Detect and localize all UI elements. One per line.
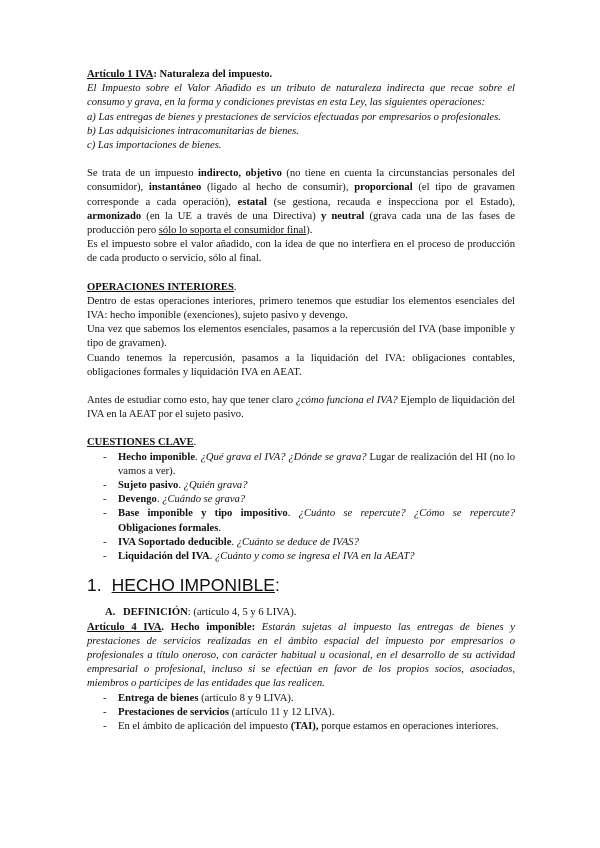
art1-intro: El Impuesto sobre el Valor Añadido es un tributo de naturaleza indirecta que recae sobre el consumo y grava, en la forma y condiciones previstas en esta Ley, las siguientes operaciones: — [87, 83, 515, 109]
nature-bold-1: indirecto, objetivo — [197, 168, 282, 180]
item-sep: . — [209, 551, 215, 563]
nature-text-2: (no tiene en cuenta la circunstancias personales del consumidor), — [87, 168, 515, 194]
art1-item-c: c) Las importaciones de bienes. — [87, 140, 222, 152]
item-label: Base imponible y tipo impositivo — [118, 508, 288, 520]
item-label: IVA Soportado deducible — [118, 536, 232, 548]
cuestiones-heading — [87, 436, 515, 450]
ops-paragraph-1: Dentro de estas operaciones interiores, primero tenemos que estudiar los elementos esenciales del IVA: hecho imponible (exenciones), sujeto pasivo y devengo. — [87, 295, 515, 322]
document-page — [87, 68, 515, 734]
section-title: HECHO IMPONIBLE — [111, 575, 275, 596]
list-item: - Base imponible y tipo impositivo. ¿Cuánto se repercute? ¿Cómo se repercute? Obligaciones formales. — [87, 507, 515, 535]
item-question: ¿Cuánto y como se ingresa el IVA en la AEAT? — [214, 551, 415, 563]
art4-ref: Artículo 4 IVA — [87, 621, 162, 633]
nature-text-1: Se trata de un impuesto — [87, 168, 198, 180]
nature-paragraph-2: Es el impuesto sobre el valor añadido, con la idea de que no interfiera en el proceso de producción de cada producto o servicio, sólo al final. — [87, 239, 515, 265]
art4-paragraph — [87, 621, 515, 692]
art4-text: Estarán sujetas al impuesto las entregas de bienes y prestaciones de servicios realizadas en el ámbito espacial del impuesto por empresarios o profesionales a título oneroso, con carácter habitual u ocasional, en el desarrollo de su actividad empresarial o profesional, incluso si se efectúan en favor de los propios socios, asociados, miembros o partícipes de las entidades que las realicen. — [87, 621, 515, 690]
item-question: ¿Quién grava? — [183, 480, 248, 492]
art1-item-a: a) Las entregas de bienes y prestaciones de servicios efectuadas por empresarios o profesionales. — [87, 111, 501, 123]
nature-paragraph — [87, 167, 515, 238]
item-question: ¿Cuánto se repercute? ¿Cómo se repercute? — [298, 508, 516, 520]
item-sep: . — [195, 451, 201, 463]
definition-heading — [87, 606, 515, 620]
ops-heading-dot: . — [233, 281, 237, 293]
list-item — [87, 550, 515, 564]
list-item — [87, 479, 515, 493]
list-item — [87, 451, 515, 479]
art1-item-b: b) Las adquisiciones intracomunitarias de bienes. — [87, 125, 299, 137]
nature-bold-2: instantáneo — [148, 182, 202, 194]
list-item — [87, 493, 515, 507]
nature-bold-4: estatal — [237, 196, 267, 208]
section-number: 1. — [87, 575, 102, 596]
ops-heading-text: OPERACIONES INTERIORES — [87, 281, 234, 293]
item-text: Lugar de realización del HI (no lo vamos a ver). — [118, 451, 516, 477]
item-text: (artículo 8 y 9 LIVA). — [198, 692, 294, 704]
list-item — [87, 692, 515, 706]
item-label: Liquidación del IVA — [118, 551, 210, 563]
item-label: Hecho imponible — [118, 451, 196, 463]
art4-label: . Hecho imponible: — [161, 621, 256, 633]
ops-p4-text: Antes de estudiar como esto, hay que tener claro — [87, 395, 296, 407]
cuestiones-list — [87, 451, 515, 565]
art4-list — [87, 692, 515, 735]
nature-text-4: (el tipo de gravamen corresponde a cada operación), — [87, 182, 515, 208]
item-text-2: porque estamos en operaciones interiores. — [318, 720, 499, 732]
ops-paragraph-2: Una vez que sabemos los elementos esenciales, pasamos a la repercusión del IVA (base imponible y tipo de gravamen). — [87, 324, 515, 350]
nature-bold-6: y neutral — [320, 210, 365, 222]
item-bold: (TAI), — [290, 720, 319, 732]
nature-text-5: (se gestiona, recauda e inspecciona por el Estado), — [266, 196, 515, 208]
list-item — [87, 720, 515, 734]
item-sep: . — [178, 480, 184, 492]
item-question: ¿Cuándo se grava? — [162, 494, 246, 506]
art1-ref: Artículo 1 IVA — [87, 69, 154, 80]
item-label: Entrega de bienes — [118, 692, 199, 704]
ops-paragraph-4 — [87, 394, 515, 422]
art1-title: : Naturaleza del impuesto. — [153, 69, 273, 80]
section-colon: : — [274, 575, 280, 596]
nature-bold-3: proporcional — [354, 182, 413, 194]
nature-text-7: (grava cada una de las fases de producción pero — [87, 210, 516, 237]
item-sep: . — [231, 536, 237, 548]
item-bold-extra: Obligaciones formales — [118, 522, 219, 534]
ops-p4-text-2: Ejemplo de liquidación del IVA en la AEAT por el sujeto pasivo. — [87, 395, 515, 421]
nature-text-8: ). — [306, 225, 313, 237]
item-sep: . — [287, 508, 299, 520]
list-item — [87, 706, 515, 720]
definition-label: DEFINICIÓN — [123, 607, 188, 619]
definition-text: : (artículo 4, 5 y 6 LIVA). — [187, 607, 297, 619]
list-item — [87, 536, 515, 550]
item-text: En el ámbito de aplicación del impuesto — [118, 720, 291, 732]
item-question: ¿Qué grava el IVA? ¿Dónde se grava? — [200, 451, 367, 463]
art1-heading — [87, 68, 515, 82]
item-sep: . — [156, 494, 163, 506]
item-label: Sujeto pasivo — [118, 480, 179, 492]
nature-text-3: (ligado al hecho de consumir), — [201, 182, 355, 194]
item-text: (artículo 11 y 12 LIVA). — [229, 706, 335, 718]
definition-letter: A. — [105, 607, 116, 619]
ops-paragraph-3: Cuando tenemos la repercusión, pasamos a la liquidación del IVA: obligaciones contables, obligaciones formales y liquidación IVA en AEAT. — [87, 352, 515, 378]
nature-bold-5: armonizado — [87, 210, 142, 222]
nature-text-6: (en la UE a través de una Directiva) — [141, 210, 321, 222]
cuestiones-heading-text: CUESTIONES CLAVE — [87, 437, 194, 449]
item-label: Devengo — [118, 494, 157, 506]
cuestiones-heading-dot: . — [193, 437, 197, 449]
item-label: Prestaciones de servicios — [118, 706, 230, 718]
item-question: ¿Cuánto se deduce de IVAS? — [236, 536, 359, 548]
ops-p4-italic: ¿cómo funciona el IVA? — [295, 395, 398, 407]
ops-heading — [87, 281, 515, 295]
nature-underline: sólo lo soporta el consumidor final — [158, 225, 307, 237]
section-heading — [87, 574, 515, 596]
